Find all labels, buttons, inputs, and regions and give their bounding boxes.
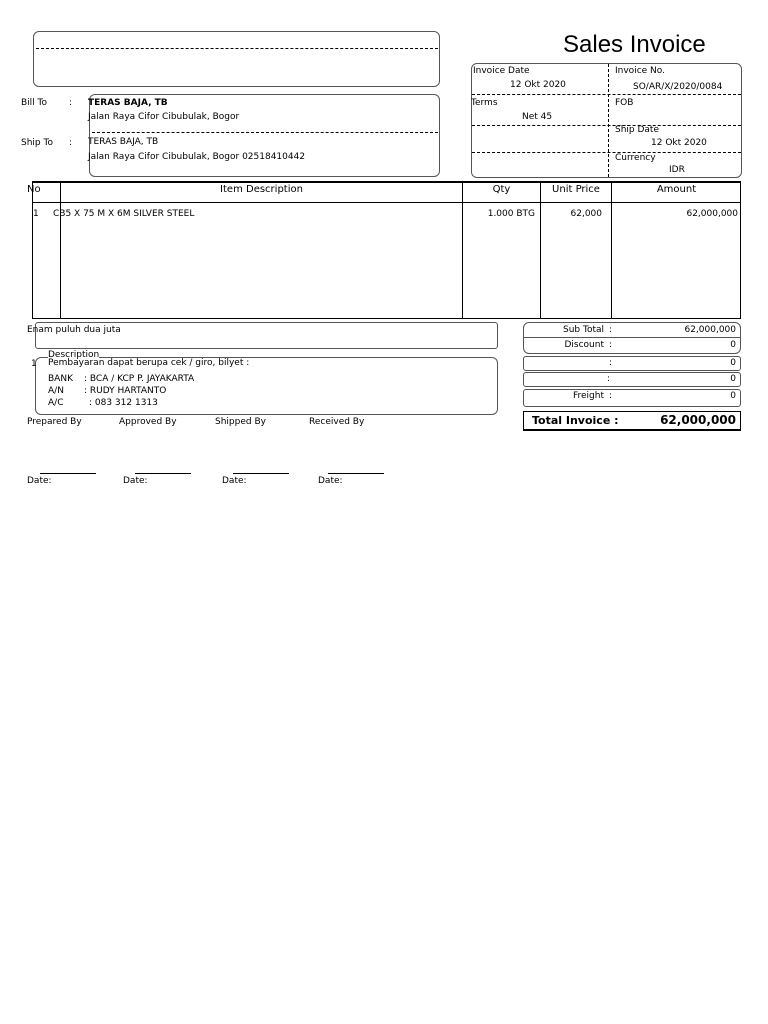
header-no: No [27, 184, 41, 195]
currency-label: Currency [615, 153, 656, 163]
freight-value: 0 [730, 391, 736, 401]
terms-value: Net 45 [522, 112, 553, 122]
info-divider-1 [472, 94, 741, 95]
bill-to-address: Jalan Raya Cifor Cibubulak, Bogor [88, 112, 240, 122]
header-qty: Qty [492, 184, 511, 195]
info-vertical-divider [608, 64, 609, 177]
company-box [33, 31, 440, 87]
info-divider-3 [472, 152, 741, 153]
header-amount: Amount [656, 184, 697, 195]
description-index: 1 [31, 359, 37, 369]
table-header-bottom-rule [32, 202, 741, 203]
table-col-rule-3 [540, 181, 541, 319]
account-number-label: A/C [48, 398, 64, 408]
approved-by-label: Approved By [119, 417, 177, 427]
subtotal-divider [524, 337, 740, 338]
discount-value: 0 [730, 340, 736, 350]
prepared-by-label: Prepared By [27, 417, 82, 427]
extra-charge-1-colon: : [609, 358, 613, 368]
received-by-date: Date: [318, 476, 343, 486]
prepared-by-date: Date: [27, 476, 52, 486]
shipped-by-date: Date: [222, 476, 247, 486]
shipped-by-label: Shipped By [215, 417, 266, 427]
total-invoice-value: 62,000,000 [660, 413, 736, 427]
row-unit-price: 62,000 [570, 209, 602, 219]
account-name-value: : RUDY HARTANTO [84, 386, 167, 396]
description-line1: Pembayaran dapat berupa cek / giro, bilyet : [48, 358, 250, 368]
bill-to-label: Bill To [21, 98, 48, 108]
invoice-date-label: Invoice Date [473, 66, 530, 76]
ship-to-address: Jalan Raya Cifor Cibubulak, Bogor 02518410442 [88, 152, 306, 162]
discount-label: Discount [564, 340, 604, 350]
row-description: CB5 X 75 M X 6M SILVER STEEL [53, 209, 195, 219]
extra-charge-1-value: 0 [730, 358, 736, 368]
approved-by-date: Date: [123, 476, 148, 486]
received-by-signature-line [328, 473, 384, 474]
subtotal-colon: : [609, 325, 613, 335]
info-divider-2 [472, 125, 741, 126]
amount-in-words: Enam puluh dua juta [27, 325, 121, 335]
fob-label: FOB [615, 98, 634, 108]
prepared-by-signature-line [40, 473, 96, 474]
invoice-date-value: 12 Okt 2020 [510, 80, 566, 90]
invoice-no-value: SO/AR/X/2020/0084 [633, 82, 723, 92]
ship-to-colon: : [69, 138, 73, 148]
bank-value: : BCA / KCP P. JAYAKARTA [84, 374, 195, 384]
invoice-no-label: Invoice No. [615, 66, 665, 76]
ship-date-label: Ship Date [615, 125, 660, 135]
account-name-label: A/N [48, 386, 64, 396]
bank-label: BANK [48, 374, 73, 384]
row-no: 1 [33, 209, 39, 219]
table-col-rule-1 [60, 181, 61, 319]
freight-colon: : [609, 391, 613, 401]
table-col-rule-2 [462, 181, 463, 319]
row-qty: 1.000 BTG [487, 209, 535, 219]
company-box-divider [36, 48, 438, 49]
total-invoice-label: Total Invoice : [532, 414, 619, 427]
header-unit-price: Unit Price [552, 184, 600, 195]
terms-label: Terms [471, 98, 498, 108]
header-item-description: Item Description [220, 184, 303, 195]
received-by-label: Received By [309, 417, 365, 427]
bill-ship-divider [92, 132, 438, 133]
subtotal-label: Sub Total [562, 325, 604, 335]
table-col-rule-4 [611, 181, 612, 319]
discount-colon: : [609, 340, 613, 350]
ship-date-value: 12 Okt 2020 [651, 138, 707, 148]
account-number-value: : 083 312 1313 [89, 398, 158, 408]
bill-to-colon: : [69, 98, 73, 108]
subtotal-value: 62,000,000 [684, 325, 736, 335]
row-amount: 62,000,000 [686, 209, 738, 219]
page-title: Sales Invoice [563, 31, 706, 58]
shipped-by-signature-line [233, 473, 289, 474]
table-header-top-rule [32, 181, 741, 183]
ship-to-label: Ship To [21, 138, 53, 148]
bill-to-name: TERAS BAJA, TB [88, 98, 168, 108]
currency-value: IDR [669, 165, 685, 175]
freight-label: Freight [572, 391, 604, 401]
extra-charge-2-value: 0 [730, 374, 736, 384]
approved-by-signature-line [135, 473, 191, 474]
description-label: Description [48, 350, 100, 360]
ship-to-name: TERAS BAJA, TB [88, 137, 159, 147]
extra-charge-2-colon: : [607, 374, 611, 384]
